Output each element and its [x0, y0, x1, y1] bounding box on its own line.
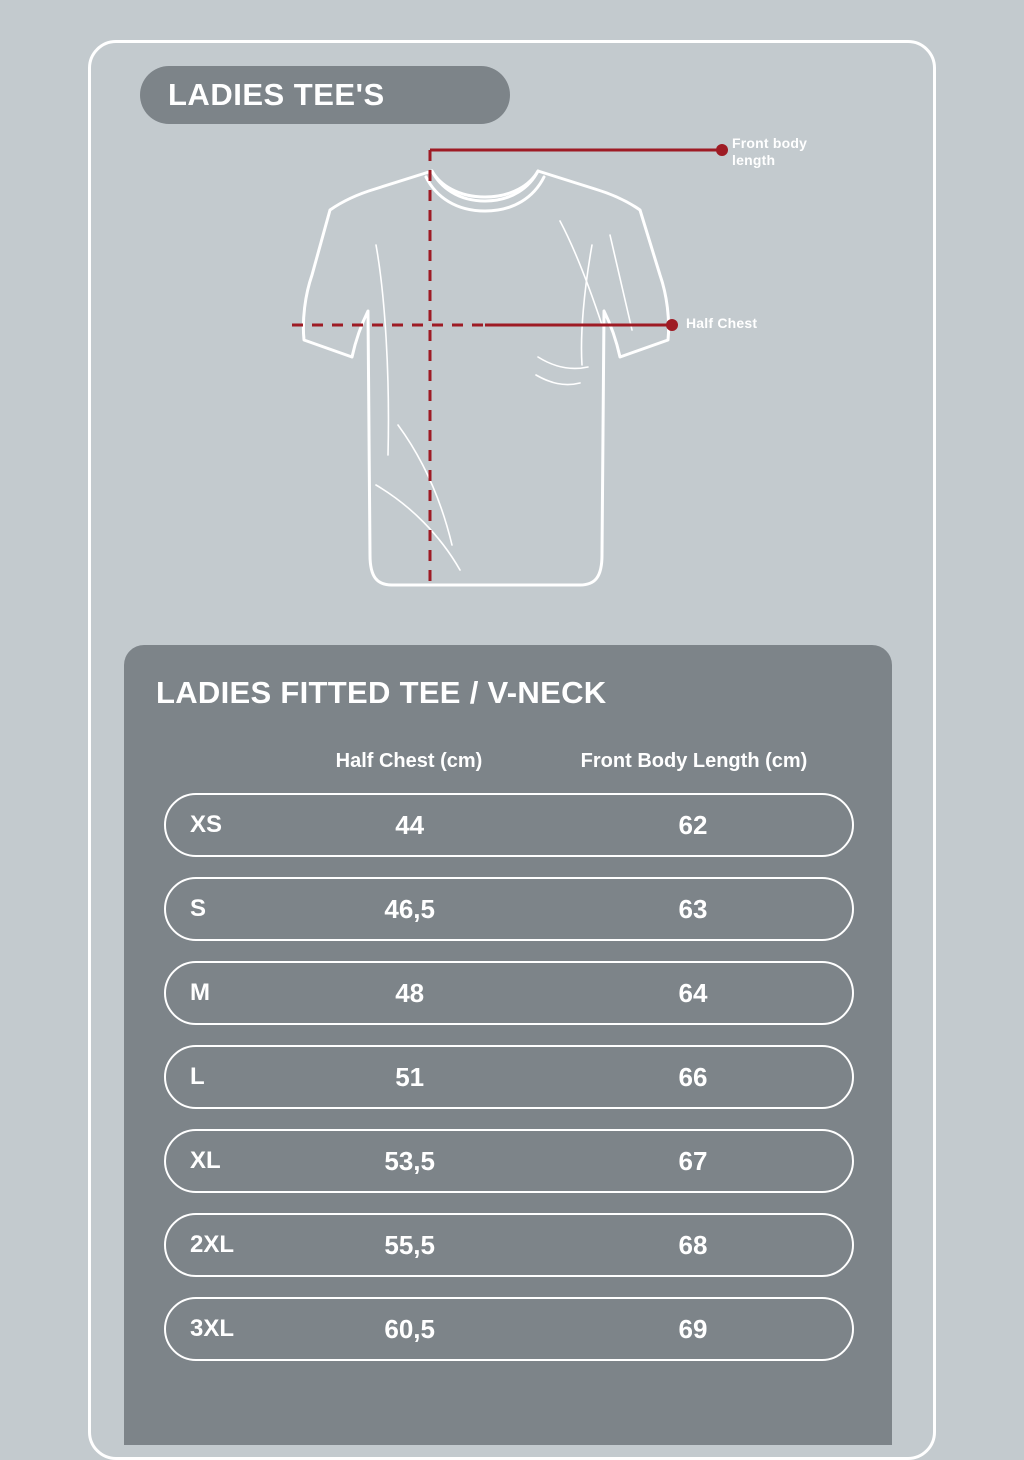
callout-front-body-length: Front body length	[732, 135, 808, 168]
cell-half-chest: 55,5	[384, 1229, 435, 1260]
cell-size: S	[190, 895, 207, 922]
table-row	[164, 1213, 854, 1277]
cell-size: XL	[190, 1147, 221, 1174]
tshirt-illustration-svg	[140, 125, 900, 625]
table-row	[164, 1045, 854, 1109]
cell-front-body-length: 63	[678, 893, 708, 924]
size-table-panel	[124, 645, 892, 1445]
column-header-half-chest: Half Chest (cm)	[335, 750, 483, 772]
page-title-pill	[140, 66, 510, 124]
cell-front-body-length: 62	[678, 809, 708, 840]
cell-front-body-length: 68	[678, 1229, 708, 1260]
cell-half-chest: 60,5	[384, 1313, 435, 1344]
cell-size: L	[190, 1063, 205, 1090]
table-title: LADIES FITTED TEE / V-NECK	[156, 675, 607, 710]
table-row	[164, 793, 854, 857]
column-header-front-body-length: Front Body Length (cm)	[580, 750, 808, 772]
table-header-row	[164, 750, 854, 773]
callout-half-chest: Half Chest	[686, 315, 758, 331]
table-row	[164, 1297, 854, 1361]
cell-front-body-length: 67	[678, 1145, 708, 1176]
table-row	[164, 877, 854, 941]
cell-size: 3XL	[190, 1315, 235, 1342]
cell-size: M	[190, 979, 210, 1006]
cell-half-chest: 51	[395, 1061, 425, 1092]
cell-half-chest: 53,5	[384, 1145, 435, 1176]
column-header-size	[164, 750, 284, 773]
cell-size: XS	[190, 811, 223, 838]
cell-front-body-length: 64	[678, 977, 708, 1008]
cell-size: 2XL	[190, 1231, 235, 1258]
cell-front-body-length: 66	[678, 1061, 708, 1092]
cell-half-chest: 46,5	[384, 893, 435, 924]
front-body-length-marker	[716, 144, 728, 156]
cell-half-chest: 44	[395, 809, 425, 840]
half-chest-marker	[666, 319, 678, 331]
tshirt-measurement-diagram	[140, 125, 900, 625]
table-rows	[164, 793, 854, 1381]
page-title: LADIES TEE'S	[168, 77, 385, 112]
table-row	[164, 961, 854, 1025]
table-row	[164, 1129, 854, 1193]
cell-half-chest: 48	[395, 977, 425, 1008]
cell-front-body-length: 69	[678, 1313, 708, 1344]
